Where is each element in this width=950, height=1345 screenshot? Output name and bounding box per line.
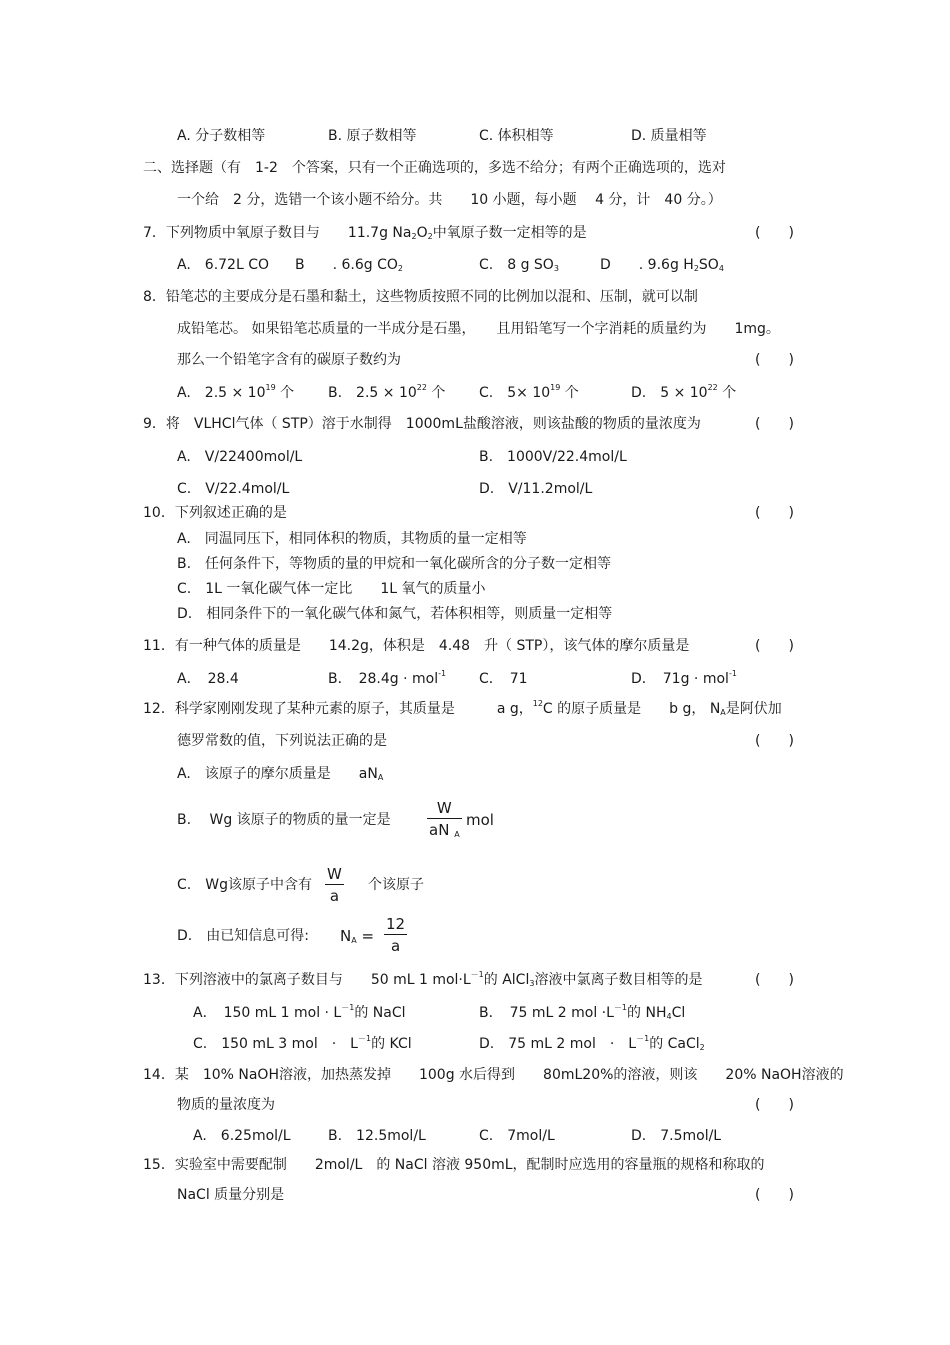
q14-option-a: A. 6.25mol/L [193,1128,291,1144]
q12-option-d-fraction: 12 a [386,915,406,955]
q8-stem-line3: 那么一个铅笔字含有的碳原子数约为 [177,352,401,368]
q6-option-b: B. 原子数相等 [328,128,417,144]
q11-option-a: A． 28.4 [177,671,239,687]
q11-option-b: B． 28.4g · mol$^{-1}$ [328,669,447,687]
q8-stem-line2: 成铅笔芯。 如果铅笔芯质量的一半成分是石墨， 且用铅笔写一个字消耗的质量约为 1mg。 [177,321,780,337]
q6-option-d: D. 质量相等 [631,128,707,144]
q6-option-a: A. 分子数相等 [177,128,266,144]
section2-heading-line1: 二、选择题（有 1-2 个答案，只有一个正确选项的，多选不给分；有两个正确选项的，选对 [143,160,726,176]
q15-answer-paren: ( ) [755,1187,794,1203]
q14-stem-line1: 14．某 10% NaOH溶液，加热蒸发掉 100g 水后得到 80mL20%的溶液，则该 20% NaOH溶液的 [143,1067,844,1083]
q10-stem: 10．下列叙述正确的是 [143,505,287,521]
q14-option-d: D. 7.5mol/L [631,1128,722,1144]
q8-option-c: C. $5\times 10^{19}$ 个 [479,383,579,401]
q11-option-d: D． 71g · mol$^{-1}$ [631,669,737,687]
q8-option-d: D. $5 \times 10^{22}$ 个 [631,383,737,401]
q12-option-c: C. Wg该原子中含有 [177,877,312,893]
q12-option-b-fraction: W aN $_A$ [429,799,460,839]
q11-stem: 11．有一种气体的质量是 14.2g，体积是 4.48 升（ STP），该气体的摩尔质量是 [143,638,690,654]
q12-option-a: A. 该原子的摩尔质量是 $aN_A$ [177,766,384,782]
q11-answer-paren: ( ) [755,638,794,654]
q13-stem: 13．下列溶液中的氯离子数目与 50 mL 1 $mol\cdot L^{-1}$的 AlCl$_3$溶液中氯离子数目相等的是 [143,970,703,988]
q10-option-a: A. 同温同压下，相同体积的物质，其物质的量一定相等 [177,531,527,547]
q9-stem: 9．将 VLHCl气体（ STP）溶于水制得 1000mL盐酸溶液，则该盐酸的物质的量浓度为 [143,416,701,432]
q15-stem-line2: NaCl 质量分别是 [177,1187,285,1203]
q7-option-b: B . 6.6g $CO_2$ [295,257,403,273]
q10-option-d: D. 相同条件下的一氧化碳气体和氮气，若体积相等，则质量一定相等 [177,606,613,622]
q6-option-c: C. 体积相等 [479,128,554,144]
q12-option-b: B. Wg 该原子的物质的量一定是 [177,812,391,828]
q12-option-d: D. 由已知信息可得: [177,928,309,944]
q9-option-b: B. 1000V/22.4mol/L [479,449,627,465]
q10-answer-paren: ( ) [755,505,794,521]
q13-answer-paren: ( ) [755,972,794,988]
q7-option-c: C. 8 g $SO_3$ [479,257,559,273]
q8-answer-paren: ( ) [755,352,794,368]
q12-option-c-fraction: W a [327,865,342,905]
q13-option-c: C. 150 mL 3 mol · $L^{-1}$的 KCl [193,1034,412,1052]
q12-option-d-lhs: $N_A$ = [340,927,375,945]
q8-stem-line1: 8．铅笔芯的主要成分是石墨和黏土，这些物质按照不同的比例加以混和、压制，就可以制 [143,289,698,305]
q9-option-c: C. V/22.4mol/L [177,481,290,497]
q14-stem-line2: 物质的量浓度为 [177,1097,275,1113]
q8-option-a: A. $2.5 \times 10^{19}$ 个 [177,383,295,401]
section2-heading-line2: 一个给 2 分，选错一个该小题不给分。共 10 小题，每小题 4 分，计 40 分。） [177,192,722,208]
q15-stem-line1: 15．实验室中需要配制 2mol/L 的 NaCl 溶液 950mL，配制时应选用的容量瓶的规格和称取的 [143,1157,765,1173]
q9-option-a: A. V/22400mol/L [177,449,303,465]
q12-answer-paren: ( ) [755,733,794,749]
q14-answer-paren: ( ) [755,1097,794,1113]
q9-answer-paren: ( ) [755,416,794,432]
q12-option-c-tail: 个该原子 [368,877,424,893]
q14-option-b: B. 12.5mol/L [328,1128,426,1144]
q12-option-b-unit: mol [466,811,494,829]
q11-option-c: C． 71 [479,671,528,687]
q7-answer-paren: ( ) [755,225,794,241]
q7-stem: 7．下列物质中氧原子数目与 11.7g $Na_2O_2$中氧原子数一定相等的是 [143,225,587,241]
q8-option-b: B. $2.5 \times 10^{22}$ 个 [328,383,446,401]
q13-option-b: B． 75 mL 2 mol $\cdot L^{-1}$的 $NH_4Cl$ [479,1003,686,1021]
q12-stem-line1: 12．科学家刚刚发现了某种元素的原子，其质量是 a g，$^{12}$C 的原子质量是 b g， $N_A$是阿伏加 [143,699,782,717]
q10-option-b: B. 任何条件下，等物质的量的甲烷和一氧化碳所含的分子数一定相等 [177,556,612,572]
q14-option-c: C. 7mol/L [479,1128,555,1144]
q7-option-a: A. 6.72L CO [177,257,269,273]
q9-option-d: D. V/11.2mol/L [479,481,593,497]
q12-stem-line2: 德罗常数的值，下列说法正确的是 [177,733,387,749]
q10-option-c: C. 1L 一氧化碳气体一定比 1L 氧气的质量小 [177,581,486,597]
q13-option-a: A． 150 mL 1 mol · $L^{-1}$的 NaCl [193,1003,406,1021]
q13-option-d: D. 75 mL 2 mol · $L^{-1}$的 CaCl$_2$ [479,1034,705,1052]
q7-option-d: D . 9.6g $H_2SO_4$ [600,257,724,273]
